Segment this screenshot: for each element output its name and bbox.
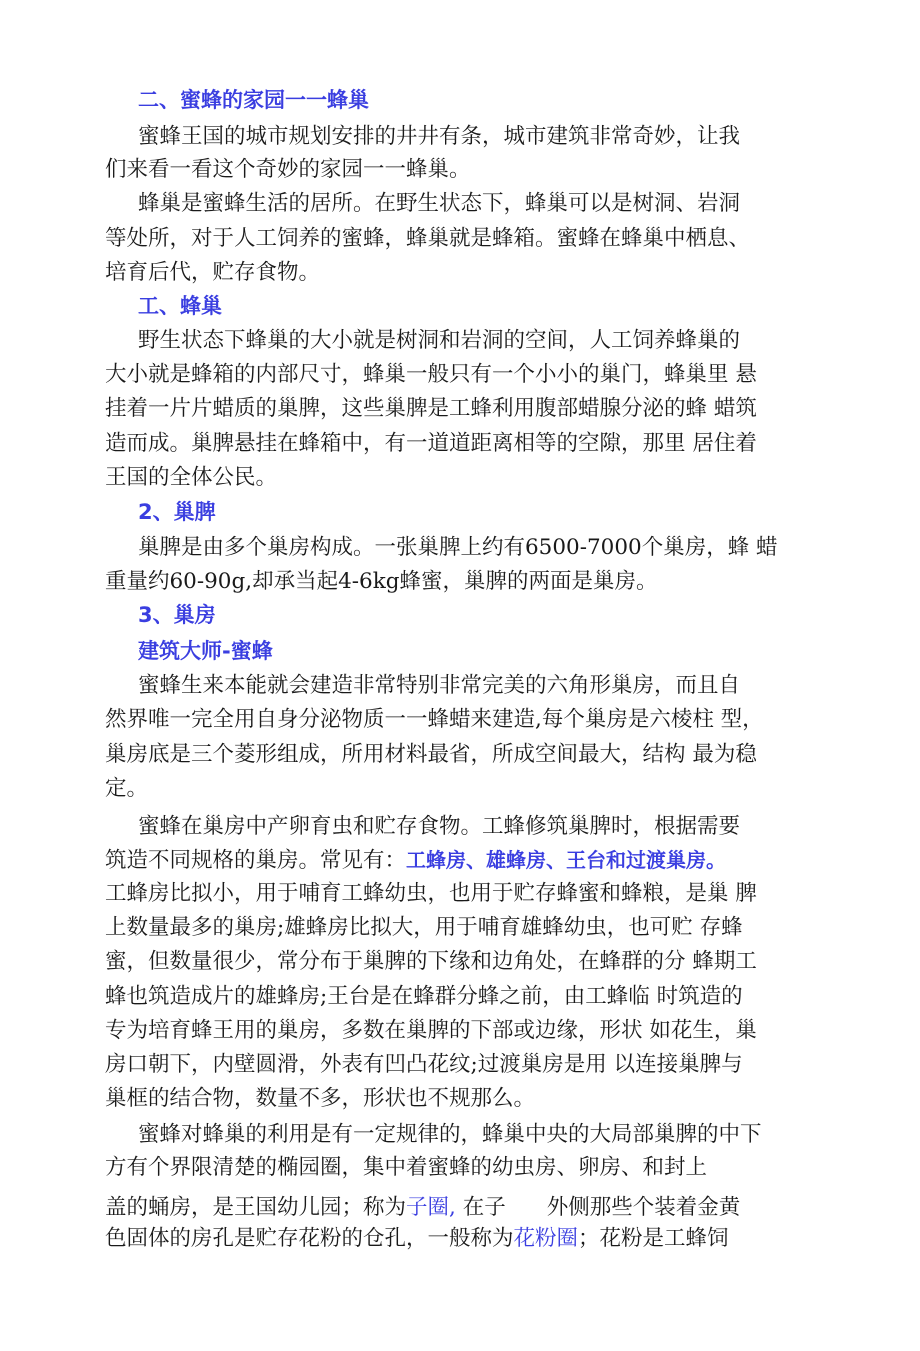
line-text: 在子 外侧那些个装着金黄 bbox=[455, 1195, 741, 1220]
paragraph-line: 然界唯一完全用自身分泌物质一一蜂蜡来建造,每个巢房是六棱柱 型， bbox=[105, 707, 764, 732]
paragraph-line bbox=[105, 1193, 817, 1223]
paragraph-line: 定。 bbox=[105, 776, 149, 801]
paragraph-line: 蜜蜂生来本能就会建造非常特别非常完美的六角形巢房，而且自 bbox=[138, 673, 741, 698]
paragraph-line: 蜂巢是蜜蜂生活的居所。在野生状态下，蜂巢可以是树洞、岩洞 bbox=[138, 191, 741, 216]
paragraph-line: 工蜂房比拟小，用于哺育工蜂幼虫，也用于贮存蜂蜜和蜂粮，是巢 脾 bbox=[105, 881, 757, 906]
line-text: 盖的蛹房，是王国幼儿园；称为 bbox=[105, 1195, 407, 1220]
paragraph-line: 等处所，对于人工饲养的蜜蜂，蜂巢就是蜂箱。蜜蜂在蜂巢中栖息、 bbox=[105, 226, 751, 251]
paragraph-line: 巢脾是由多个巢房构成。一张巢脾上约有6500-7000个巢房，蜂 蜡 bbox=[138, 535, 778, 560]
paragraph-line: 挂着一片片蜡质的巢脾，这些巢脾是工蜂利用腹部蜡腺分泌的蜂 蜡筑 bbox=[105, 396, 757, 421]
paragraph-line: 王国的全体公民。 bbox=[105, 465, 278, 490]
paragraph-line: 方有个界限清楚的椭园圈，集中着蜜蜂的幼虫房、卵房、和封上 bbox=[105, 1155, 708, 1180]
paragraph-line: 巢框的结合物，数量不多，形状也不规那么。 bbox=[105, 1086, 536, 1111]
paragraph-line: 蜜蜂王国的城市规划安排的井井有条，城市建筑非常奇妙，让我 bbox=[138, 124, 741, 149]
paragraph-line bbox=[105, 845, 817, 875]
paragraph-line: 上数量最多的巢房;雄蜂房比拟大，用于哺育雄蜂幼虫，也可贮 存蜂 bbox=[105, 915, 743, 940]
section-heading-architect: 建筑大师-蜜蜂 bbox=[138, 639, 273, 663]
line-text: ；花粉是工蜂饲 bbox=[578, 1226, 729, 1251]
section-heading-hive: 工、蜂巢 bbox=[138, 294, 222, 318]
paragraph-line: 重量约60-90g,却承当起4-6kg蜂蜜，巢脾的两面是巢房。 bbox=[105, 569, 658, 594]
paragraph-line: 蜜，但数量很少，常分布于巢脾的下缘和边角处，在蜂群的分 蜂期工 bbox=[105, 949, 757, 974]
paragraph-line: 专为培育蜂王用的巢房，多数在巢脾的下部或边缘，形状 如花生，巢 bbox=[105, 1018, 757, 1043]
paragraph-line: 造而成。巢脾悬挂在蜂箱中，有一道道距离相等的空隙，那里 居住着 bbox=[105, 431, 757, 456]
section-heading-comb: 2、巢脾 bbox=[138, 500, 216, 524]
highlight-pollen-circle: 花粉圈 bbox=[513, 1226, 579, 1251]
paragraph-line: 培育后代，贮存食物。 bbox=[105, 260, 321, 285]
paragraph-line: 蜜蜂在巢房中产卵育虫和贮存食物。工蜂修筑巢脾时，根据需要 bbox=[138, 814, 741, 839]
section-heading-bee-home: 二、蜜蜂的家园一一蜂巢 bbox=[138, 88, 369, 112]
paragraph-line: 房口朝下，内壁圆滑，外表有凹凸花纹;过渡巢房是用 以连接巢脾与 bbox=[105, 1052, 743, 1077]
highlight-brood-circle: 子圈, bbox=[406, 1195, 456, 1220]
paragraph-line: 大小就是蜂箱的内部尺寸，蜂巢一般只有一个小小的巢门，蜂巢里 悬 bbox=[105, 362, 757, 387]
paragraph-line bbox=[105, 1224, 817, 1254]
highlight-cell-types: 工蜂房、雄蜂房、王台和过渡巢房。 bbox=[406, 848, 727, 872]
line-text: 色固体的房孔是贮存花粉的仓孔，一般称为 bbox=[105, 1226, 514, 1251]
paragraph-line: 们来看一看这个奇妙的家园一一蜂巢。 bbox=[105, 157, 471, 182]
line-text: 筑造不同规格的巢房。常见有： bbox=[105, 848, 407, 873]
paragraph-line: 巢房底是三个菱形组成，所用材料最省，所成空间最大，结构 最为稳 bbox=[105, 742, 757, 767]
paragraph-line: 蜂也筑造成片的雄蜂房;王台是在蜂群分蜂之前，由工蜂临 时筑造的 bbox=[105, 984, 743, 1009]
section-heading-cell: 3、巢房 bbox=[138, 603, 216, 627]
paragraph-line: 蜜蜂对蜂巢的利用是有一定规律的，蜂巢中央的大局部巢脾的中下 bbox=[138, 1122, 762, 1147]
paragraph-line: 野生状态下蜂巢的大小就是树洞和岩洞的空间，人工饲养蜂巢的 bbox=[138, 328, 741, 353]
